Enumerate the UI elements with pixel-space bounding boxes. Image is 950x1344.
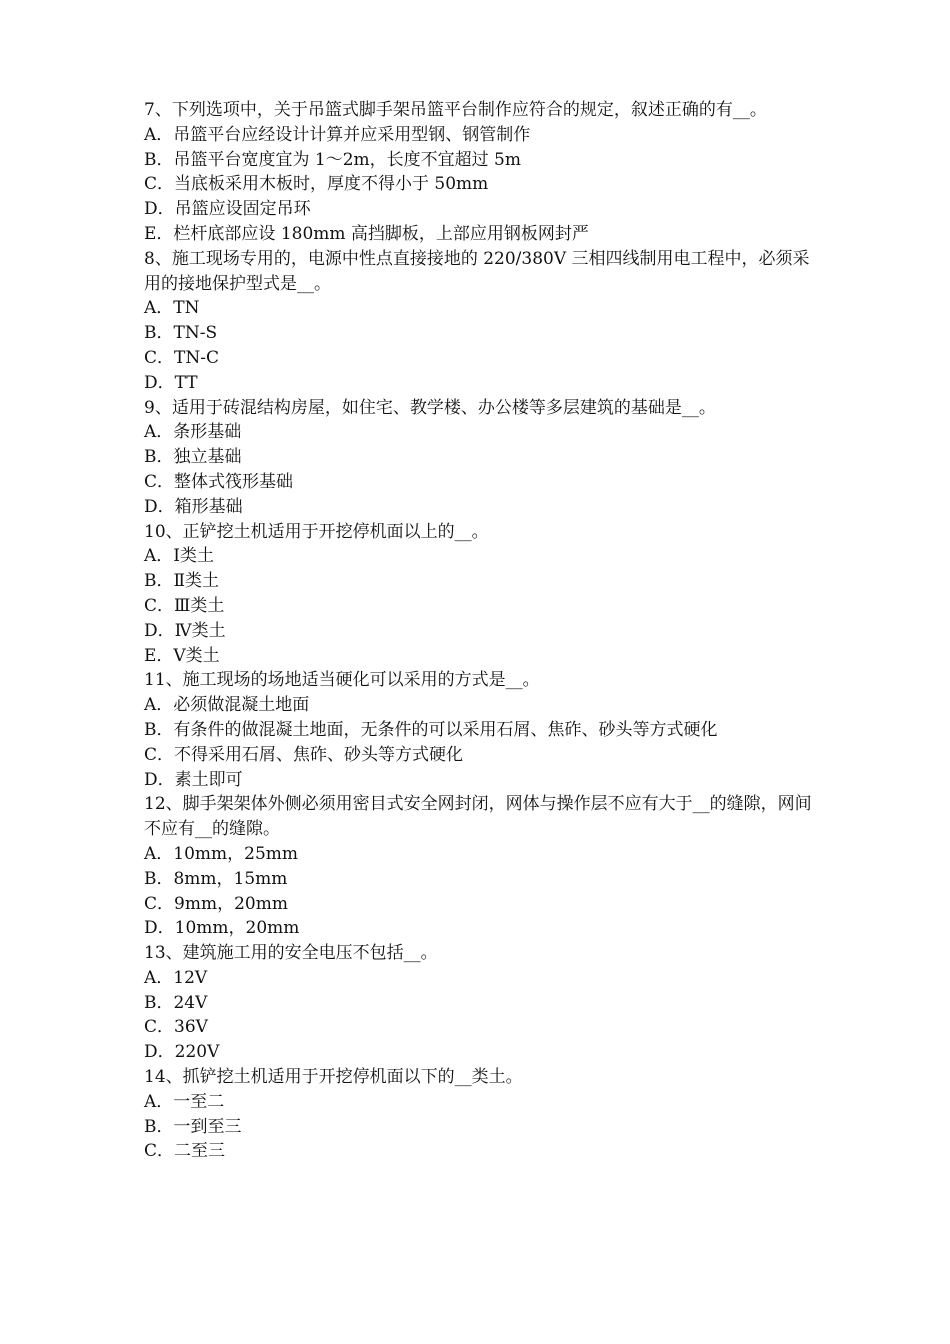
option-a: A．必须做混凝土地面 [144, 695, 310, 716]
option-b: B．TN-S [144, 323, 218, 344]
option-c: C．36V [144, 1017, 208, 1038]
question-8 [144, 247, 812, 396]
option-d: D．Ⅳ类土 [144, 620, 226, 641]
question-text: 11、施工现场的场地适当硬化可以采用的方式是__。 [144, 670, 540, 691]
question-10 [144, 520, 812, 669]
question-text: 10、正铲挖土机适用于开挖停机面以上的__。 [144, 521, 489, 542]
option-b: B．24V [144, 992, 208, 1013]
option-b: B．8mm，15mm [144, 868, 288, 889]
option-d: D．素土即可 [144, 769, 243, 790]
option-b: B．吊篮平台宽度宜为 1～2m，长度不宜超过 5m [144, 149, 521, 170]
question-text: 9、适用于砖混结构房屋，如住宅、教学楼、办公楼等多层建筑的基础是__。 [144, 397, 716, 418]
option-a: A．吊篮平台应经设计计算并应采用型钢、钢管制作 [144, 124, 531, 145]
option-a: A．TN [144, 298, 200, 319]
option-b: B．Ⅱ类土 [144, 571, 220, 592]
option-d: D．箱形基础 [144, 496, 243, 517]
question-7 [144, 98, 812, 247]
question-text: 14、抓铲挖土机适用于开挖停机面以下的__类土。 [144, 1067, 523, 1088]
question-12 [144, 792, 812, 941]
option-c: C．TN-C [144, 347, 219, 368]
question-list [144, 98, 812, 1164]
question-text: 8、施工现场专用的，电源中性点直接接地的 220/380V 三相四线制用电工程中，必须采用的接地保护型式是__。 [144, 248, 810, 294]
option-a: A．10mm，25mm [144, 843, 299, 864]
option-c: C．9mm，20mm [144, 893, 288, 914]
question-9 [144, 396, 812, 520]
question-text: 13、建筑施工用的安全电压不包括__。 [144, 943, 438, 964]
option-c: C．不得采用石屑、焦砟、砂头等方式硬化 [144, 744, 464, 765]
option-c: C．当底板采用木板时，厚度不得小于 50mm [144, 174, 489, 195]
option-d: D．吊篮应设固定吊环 [144, 199, 311, 220]
question-text: 7、下列选项中，关于吊篮式脚手架吊篮平台制作应符合的规定，叙述正确的有__。 [144, 100, 767, 120]
option-b: B．独立基础 [144, 447, 242, 468]
question-14 [144, 1065, 812, 1164]
question-11 [144, 668, 812, 792]
question-text: 12、脚手架架体外侧必须用密目式安全网封闭，网体与操作层不应有大于__的缝隙，网间不应有__的缝隙。 [144, 794, 812, 840]
option-e: E．栏杆底部应设 180mm 高挡脚板，上部应用钢板网封严 [144, 223, 589, 244]
option-d: D．10mm，20mm [144, 918, 300, 939]
option-e: E．Ⅴ类土 [144, 645, 220, 666]
option-a: A．一至二 [144, 1091, 225, 1112]
option-b: B．有条件的做混凝土地面，无条件的可以采用石屑、焦砟、砂头等方式硬化 [144, 719, 718, 740]
option-c: C．二至三 [144, 1141, 226, 1162]
question-13 [144, 941, 812, 1065]
option-a: A．条形基础 [144, 422, 242, 443]
option-c: C．整体式筏形基础 [144, 471, 294, 492]
option-a: A．12V [144, 967, 208, 988]
option-d: D．220V [144, 1042, 220, 1063]
option-d: D．TT [144, 372, 198, 393]
option-c: C．Ⅲ类土 [144, 595, 225, 616]
option-b: B．一到至三 [144, 1116, 242, 1137]
option-a: A．Ⅰ类土 [144, 546, 214, 567]
